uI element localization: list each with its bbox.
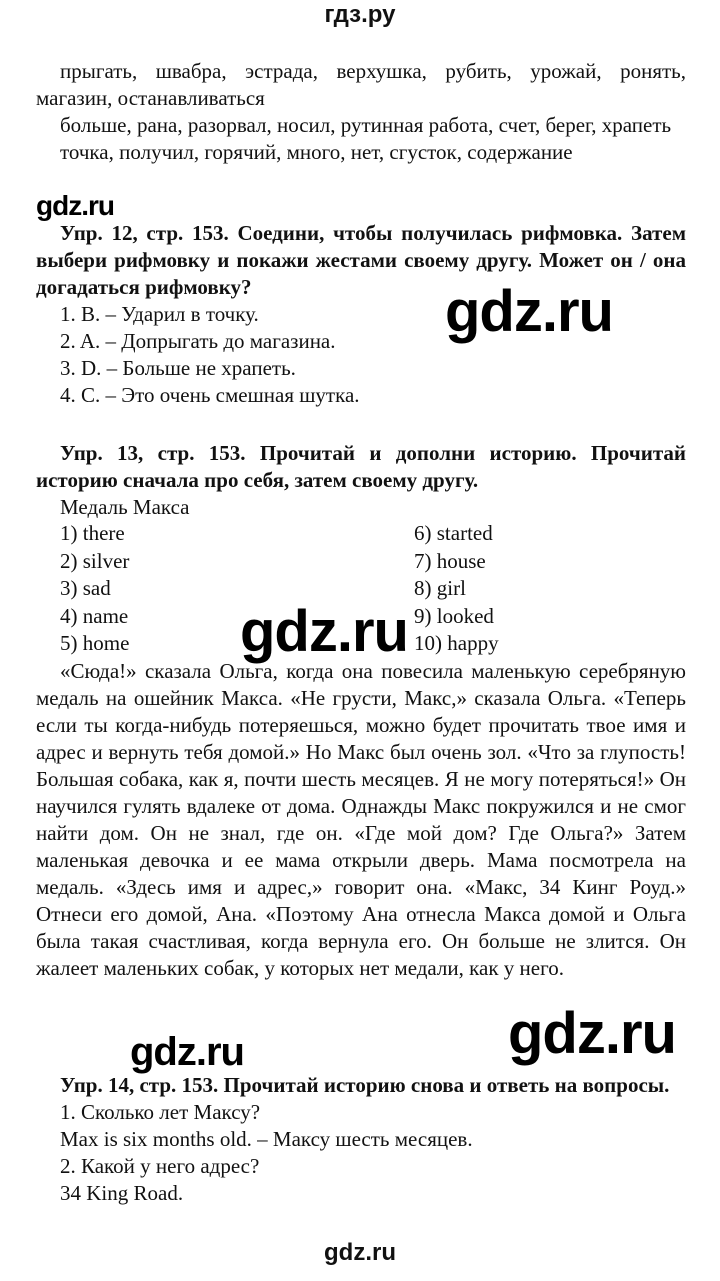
- answer-word: 4) name: [60, 603, 129, 628]
- answer-word: 9) looked: [414, 603, 494, 628]
- watermark: gdz.ru: [240, 599, 408, 664]
- answer-word: 3) sad: [60, 576, 111, 600]
- answer-word: 1) there: [60, 521, 125, 545]
- exercise-14: [36, 1072, 686, 1207]
- answer-line: 4. C. – Это очень смешная шутка.: [60, 383, 360, 407]
- story-title: Медаль Макса: [60, 495, 190, 519]
- answer-line: 34 King Road.: [60, 1181, 184, 1205]
- answer-word: 8) girl: [414, 576, 466, 600]
- answer-word: 10) happy: [414, 631, 499, 655]
- answer-word: 2) silver: [60, 548, 130, 573]
- watermark: gdz.ru: [130, 1030, 244, 1074]
- word-list-line: больше, рана, разорвал, носил, рутинная работа, счет, берег, храпеть: [60, 113, 672, 137]
- site-footer-title: gdz.ru: [324, 1239, 396, 1266]
- answer-line: 1. B. – Ударил в точку.: [60, 302, 259, 326]
- site-header-title: гдз.ру: [324, 1, 396, 28]
- answer-line: 2. A. – Допрыгать до магазина.: [60, 329, 336, 353]
- answer-line: Max is six months old. – Максу шесть месяцев.: [60, 1127, 473, 1151]
- exercise-14-heading: Упр. 14, стр. 153. Прочитай историю снова и ответь на вопросы.: [60, 1073, 670, 1097]
- word-list-line: прыгать, швабра, эстрада, верхушка, рубить, урожай, ронять, магазин, останавливаться: [36, 59, 686, 110]
- answer-word: 5) home: [60, 631, 130, 655]
- watermark: gdz.ru: [445, 279, 613, 344]
- intro-word-lists: [36, 58, 686, 166]
- exercise-12-heading: Упр. 12, стр. 153. Соедини, чтобы получилась рифмовка. Затем выбери рифмовку и покажи жестами своему другу. Может он / она догадаться рифмовку?: [36, 221, 686, 299]
- question-line: 2. Какой у него адрес?: [60, 1154, 260, 1178]
- question-line: 1. Сколько лет Максу?: [60, 1100, 261, 1124]
- watermark: gdz.ru: [508, 1001, 676, 1066]
- answer-line: 3. D. – Больше не храпеть.: [60, 356, 296, 380]
- exercise-13: [36, 440, 686, 521]
- word-list-line: точка, получил, горячий, много, нет, сгусток, содержание: [60, 140, 573, 164]
- answer-word: 6) started: [414, 521, 493, 545]
- answer-word: 7) house: [414, 548, 486, 573]
- watermark: gdz.ru: [36, 190, 114, 221]
- story-paragraph: «Сюда!» сказала Ольга, когда она повесила маленькую серебряную медаль на ошейник Макса. «Не грусти, Макс,» сказала Ольга. «Теперь если ты когда-нибудь потеряешься, можно будет прочитать твое имя и адрес и вернуть тебя домой.» Но Макс был очень зол. «Что за глупость! Большая собака, как я, почти шесть месяцев. Я не могу потеряться!» Он научился гулять вдалеке от дома. Однажды Макс покружился и не смог найти дом. Он не знал, где он. «Где мой дом? Где Ольга?» Затем маленькая девочка и ее мама открыли дверь. Мама посмотрела на медаль. «Здесь имя и адрес,» говорит она. «Макс, 34 Кинг Роуд.» Отнеси его домой, Ана. «Поэтому Ана отнесла Макса домой и Ольга была такая счастливая, когда вернула его. Он больше не злится. Он жалеет маленьких собак, у которых нет медали, как у него.: [36, 659, 686, 980]
- exercise-13-heading: Упр. 13, стр. 153. Прочитай и дополни историю. Прочитай историю сначала про себя, затем своему другу.: [36, 441, 686, 492]
- story-text-block: [36, 658, 686, 982]
